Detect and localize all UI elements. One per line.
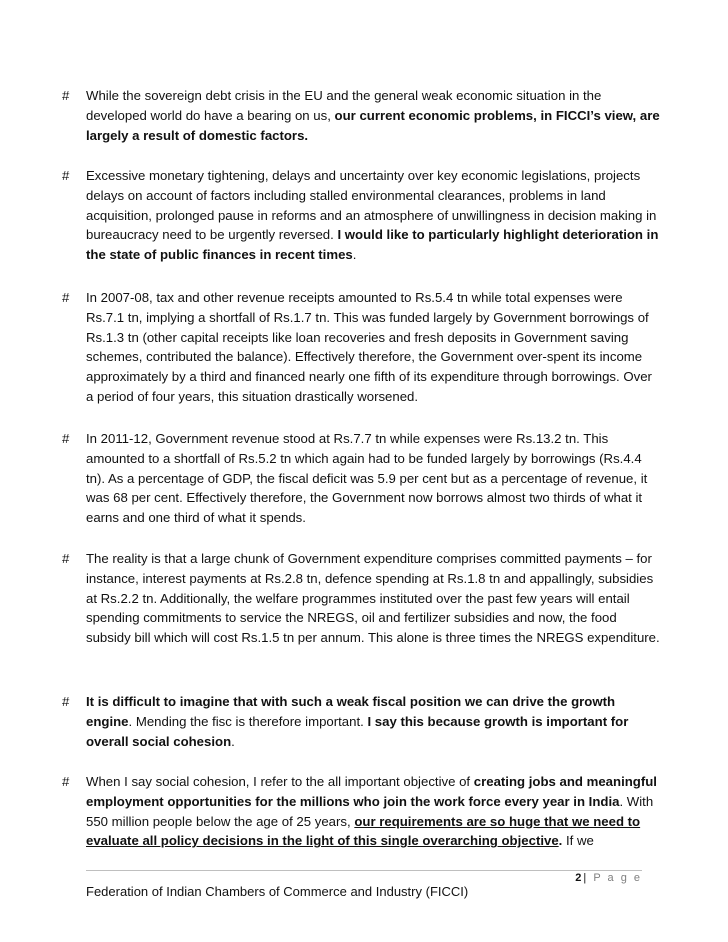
paragraph-text	[86, 166, 662, 265]
bullet-marker: #	[62, 551, 70, 566]
bullet-marker: #	[62, 168, 70, 183]
paragraph-4	[62, 429, 662, 528]
underlined-bold-text-segment: our requirements are so huge that we need to evaluate all policy decisions in the light of this single overarching objective	[86, 813, 641, 849]
text-segment: In 2007-08, tax and other revenue receipts amounted to Rs.5.4 tn while total expenses were Rs.7.1 tn, implying a shortfall of Rs.1.7 tn. This was funded largely by Government borrowings of Rs.1.3 tn (other capital receipts like loan recoveries and fresh deposits in Government saving schemes, contributed the balance). Effectively therefore, the Government over-spent its income approximately by a third and financed nearly one fifth of its expenditure through borrowings. Over a period of four years, this situation drastically worsened.	[86, 290, 652, 404]
text-segment: . With 550 million people below the age of 25 years,	[86, 793, 654, 829]
text-segment: In 2011-12, Government revenue stood at Rs.7.7 tn while expenses were Rs.13.2 tn. This amounted to a shortfall of Rs.5.2 tn which again had to be funded largely by borrowings (Rs.4.4 tn). As a percentage of GDP, the fiscal deficit was 5.9 per cent but as a percentage of revenue, it was 68 per cent. Effectively therefore, the Government now borrows almost two thirds of what it earns and one third of what it spends.	[86, 431, 648, 526]
page-number	[575, 872, 642, 884]
text-segment: . Mending the fisc is therefore important.	[128, 713, 368, 729]
footer-organization: Federation of Indian Chambers of Commerce and Industry (FICCI)	[86, 884, 469, 899]
bold-text-segment: our current economic problems, in FICCI’s view, are largely a result of domestic factors.	[86, 107, 660, 143]
page-number-value: 2	[575, 872, 584, 884]
bullet-marker: #	[62, 88, 70, 103]
bullet-marker: #	[62, 431, 70, 446]
footer-divider	[86, 870, 642, 871]
page-number-separator: |	[583, 872, 589, 884]
paragraph-text	[86, 692, 662, 751]
page-label: P a g e	[593, 872, 642, 884]
text-segment: The reality is that a large chunk of Government expenditure comprises committed payments – for instance, interest payments at Rs.2.8 tn, defence spending at Rs.1.8 tn and appallingly, subsidies at Rs.2.2 tn. Additionally, the welfare programmes instituted over the past few years will entail spending commitments to service the NREGS, oil and fertilizer subsidies and now, the food subsidy bill which will cost Rs.1.5 tn per annum. This alone is three times the NREGS expenditure.	[86, 551, 660, 646]
bullet-marker: #	[62, 694, 70, 709]
bold-text-segment: I would like to particularly highlight deterioration in the state of public finances in recent times	[86, 227, 659, 263]
bold-text-segment: I say this because growth is important for overall social cohesion	[86, 713, 629, 749]
bullet-marker: #	[62, 774, 70, 789]
paragraph-text	[86, 288, 662, 407]
text-segment: If we	[562, 833, 594, 849]
bold-text-segment: creating jobs and meaningful employment opportunities for the millions who join the work force every year in India	[86, 774, 657, 809]
text-segment: While the sovereign debt crisis in the EU and the general weak economic situation in the developed world do have a bearing on us,	[86, 88, 602, 123]
paragraph-text	[86, 549, 662, 648]
text-segment: .	[231, 733, 235, 749]
paragraph-text	[86, 772, 662, 851]
text-segment: When I say social cohesion, I refer to the all important objective of	[86, 774, 474, 789]
paragraph-7	[62, 772, 662, 851]
paragraph-5	[62, 549, 662, 648]
bold-text-segment: .	[558, 833, 563, 849]
text-segment: Excessive monetary tightening, delays and uncertainty over key economic legislations, projects delays on account of factors including stalled environmental clearances, problems in land acquisition, prolonged pause in reforms and an atmosphere of unwillingness in decision making in bureaucracy need to be urgently reversed.	[86, 168, 657, 243]
paragraph-1	[62, 86, 662, 145]
paragraph-3	[62, 288, 662, 407]
paragraph-2	[62, 166, 662, 265]
paragraph-text	[86, 429, 662, 528]
bold-text-segment: It is difficult to imagine that with such a weak fiscal position we can drive the growth engine	[86, 694, 616, 729]
bullet-marker: #	[62, 290, 70, 305]
paragraph-text	[86, 86, 662, 145]
paragraph-6	[62, 692, 662, 751]
text-segment: .	[352, 247, 357, 263]
